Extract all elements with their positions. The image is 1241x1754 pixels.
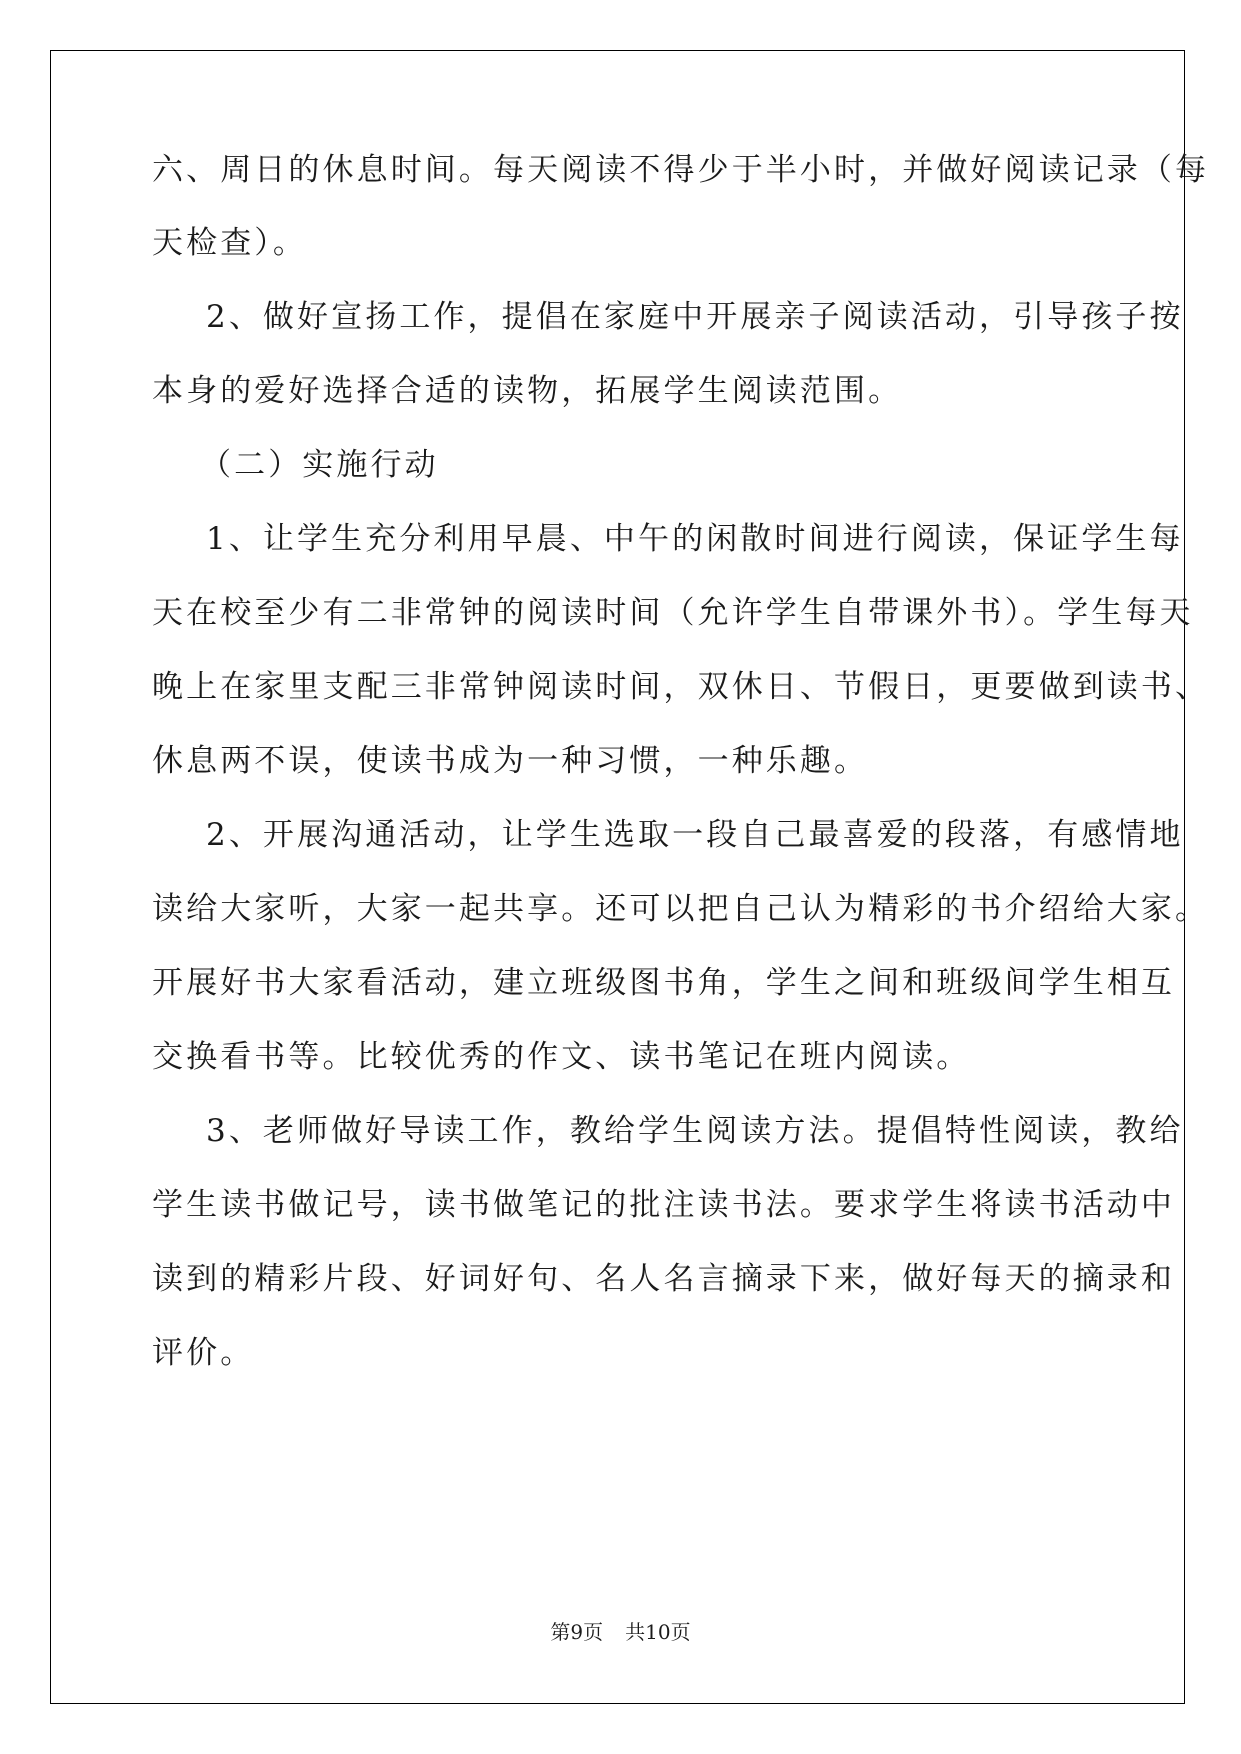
- text-line: 评价。: [152, 1335, 255, 1371]
- text-line: 2、做好宣扬工作，提倡在家庭中开展亲子阅读活动，引导孩子按: [206, 299, 1184, 335]
- page-total: 共10页: [625, 1620, 691, 1644]
- text-line: 读到的精彩片段、好词好句、名人名言摘录下来，做好每天的摘录和: [152, 1261, 1175, 1297]
- text-line: 晚上在家里支配三非常钟阅读时间，双休日、节假日，更要做到读书、: [152, 669, 1210, 705]
- text-line: 3、老师做好导读工作，教给学生阅读方法。提倡特性阅读，教给: [206, 1113, 1184, 1149]
- text-line: 2、开展沟通活动，让学生选取一段自己最喜爱的段落，有感情地: [206, 817, 1184, 853]
- text-line: 本身的爱好选择合适的读物，拓展学生阅读范围。: [152, 373, 903, 409]
- section-heading: （二）实施行动: [200, 447, 439, 483]
- page-footer: [0, 1616, 1241, 1645]
- text-line: 天在校至少有二非常钟的阅读时间（允许学生自带课外书）。学生每天: [152, 595, 1194, 631]
- page-number: 第9页: [550, 1620, 604, 1644]
- text-line: 学生读书做记号，读书做笔记的批注读书法。要求学生将读书活动中: [152, 1187, 1175, 1223]
- text-line: 读给大家听，大家一起共享。还可以把自己认为精彩的书介绍给大家。: [152, 891, 1210, 927]
- text-line: 1、让学生充分利用早晨、中午的闲散时间进行阅读，保证学生每: [206, 521, 1184, 557]
- text-line: 开展好书大家看活动，建立班级图书角，学生之间和班级间学生相互: [152, 965, 1175, 1001]
- text-line: 天检查）。: [152, 225, 307, 261]
- text-line: 六、周日的休息时间。每天阅读不得少于半小时，并做好阅读记录（每: [152, 152, 1210, 188]
- text-line: 休息两不误，使读书成为一种习惯，一种乐趣。: [152, 743, 869, 779]
- text-line: 交换看书等。比较优秀的作文、读书笔记在班内阅读。: [152, 1039, 971, 1075]
